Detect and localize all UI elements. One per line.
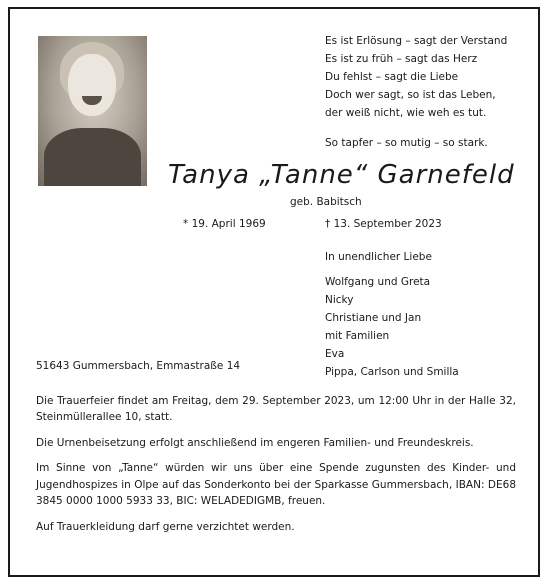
attire-info: Auf Trauerkleidung darf gerne verzichtet werden. bbox=[36, 520, 295, 533]
poem bbox=[325, 32, 507, 152]
family-address: 51643 Gummersbach, Emmastraße 14 bbox=[36, 360, 241, 372]
mourner-name: Christiane und Jan bbox=[325, 312, 422, 324]
poem-line: Du fehlst – sagt die Liebe bbox=[325, 71, 459, 83]
poem-line: Doch wer sagt, so ist das Leben, bbox=[325, 89, 496, 101]
mourner-name: mit Familien bbox=[325, 330, 390, 342]
deceased-name: Tanya „Tanne“ Garnefeld bbox=[168, 160, 515, 190]
mourner-name: Pippa, Carlson und Smilla bbox=[325, 366, 459, 378]
poem-line: Es ist Erlösung – sagt der Verstand bbox=[325, 35, 508, 47]
notice-text bbox=[36, 358, 516, 544]
funeral-info: Die Trauerfeier findet am Freitag, dem 29. September 2023, um 12:00 Uhr in der Halle 32, Steinmüllerallee 10, statt. bbox=[36, 394, 516, 423]
birth-name: geb. Babitsch bbox=[290, 196, 362, 208]
poem-line: der weiß nicht, wie weh es tut. bbox=[325, 107, 487, 119]
mourner-name: Nicky bbox=[325, 294, 354, 306]
poem-closing: So tapfer – so mutig – so stark. bbox=[325, 137, 488, 149]
poem-line: Es ist zu früh – sagt das Herz bbox=[325, 53, 478, 65]
mourner-name: Wolfgang und Greta bbox=[325, 276, 431, 288]
mourners-intro: In unendlicher Liebe bbox=[325, 251, 432, 263]
death-date: † 13. September 2023 bbox=[325, 218, 442, 230]
birth-date: * 19. April 1969 bbox=[183, 218, 266, 230]
mourner-name: Eva bbox=[325, 348, 345, 360]
donation-info: Im Sinne von „Tanne“ würden wir uns über eine Spende zugunsten des Kinder- und Jugendhospizes in Olpe auf das Sonderkonto bei der Sparkasse Gummersbach, IBAN: DE68 3845 0000 1000 5933 33, BIC: WELADEDIGMB, freuen. bbox=[36, 462, 516, 507]
urn-info: Die Urnenbeisetzung erfolgt anschließend im engeren Familien- und Freundeskreis. bbox=[36, 436, 474, 449]
portrait-photo bbox=[38, 36, 147, 186]
